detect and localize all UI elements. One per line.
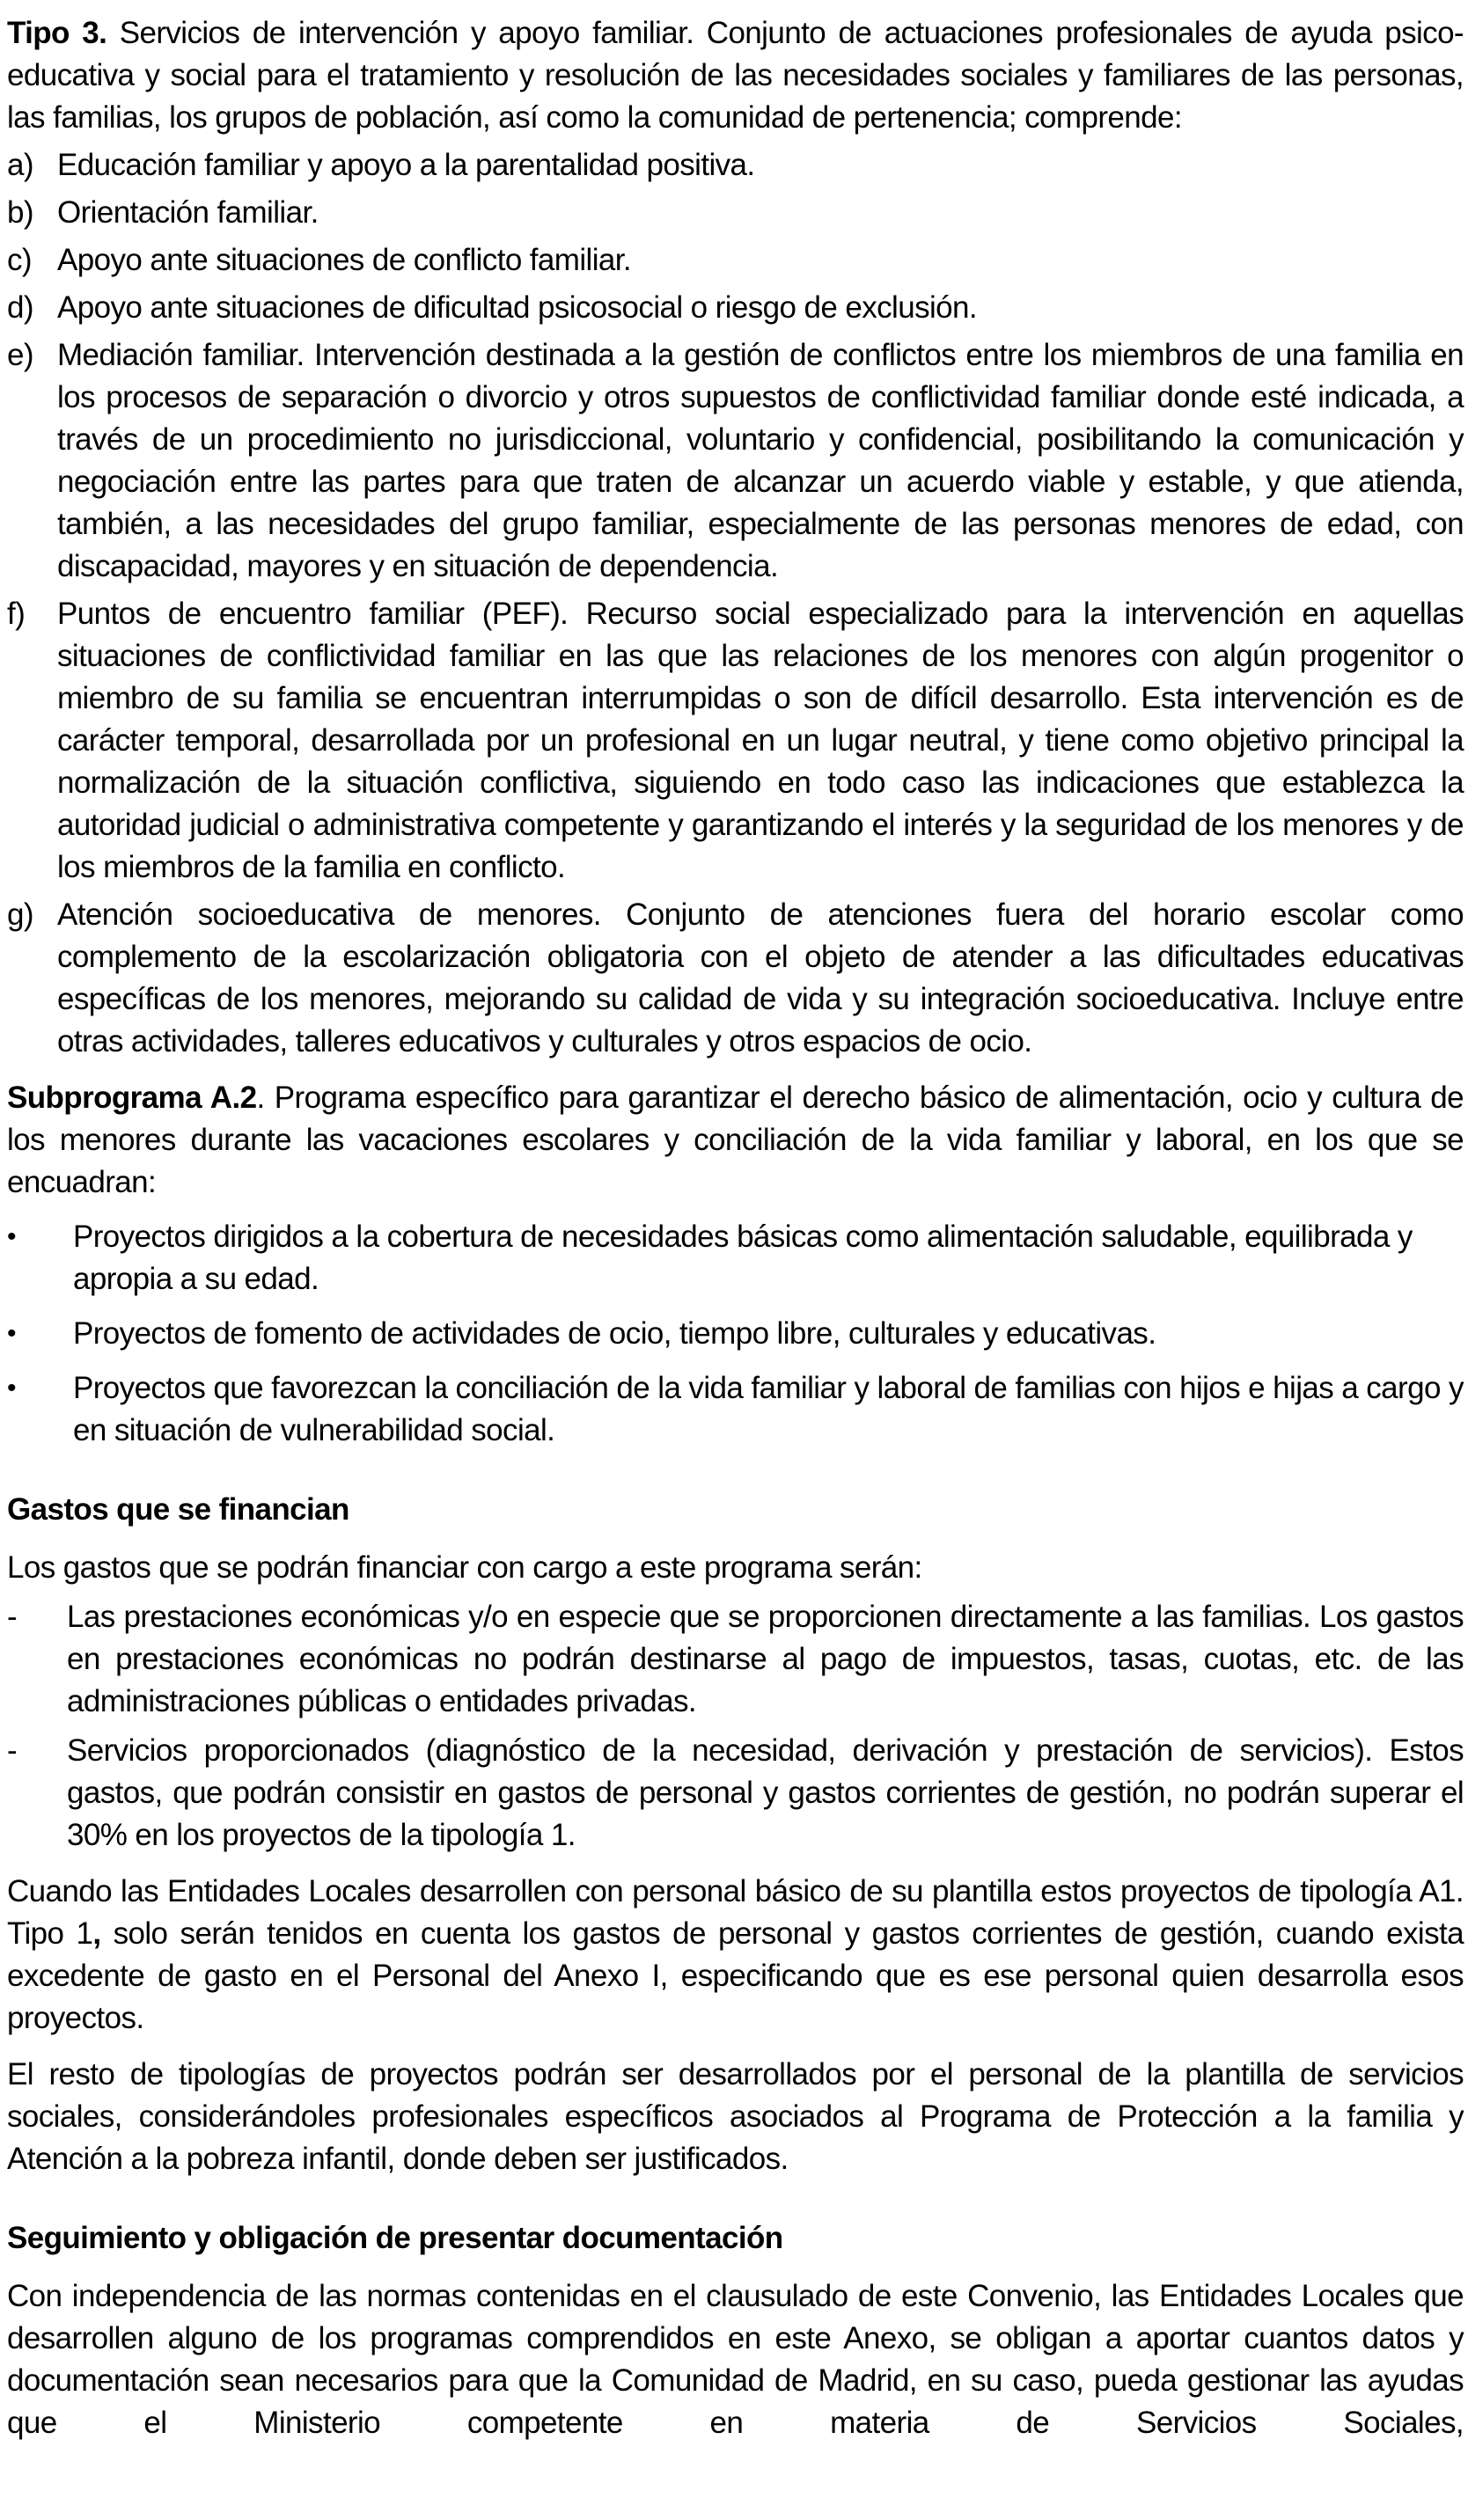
text-run: Servicios proporcionados (diagnóstico de la necesidad, derivación y prestación de servicios). Estos gastos, que podrán consistir en gastos de personal y gastos corrientes de gestión, no podrán superar el 30% en los proyectos de la tipología 1. (67, 1733, 1464, 1852)
list-item-b (7, 192, 1464, 234)
list-marker: • (7, 1374, 16, 1403)
list-marker: b) (7, 195, 33, 230)
list-item-g (7, 894, 1464, 1063)
bullet-item-3 (7, 1367, 1464, 1452)
text-run: Orientación familiar. (57, 195, 319, 230)
paragraph-el-resto (7, 2054, 1464, 2180)
text-run: Educación familiar y apoyo a la parentalidad positiva. (57, 148, 755, 182)
heading-seguimiento (7, 2217, 1464, 2260)
list-marker: e) (7, 338, 33, 372)
bullet-item-2 (7, 1313, 1464, 1355)
list-item-a (7, 144, 1464, 187)
text-run: Proyectos que favorezcan la conciliación de la vida familiar y laboral de familias con hijos e hijas a cargo y en situación de vulnerabilidad social. (73, 1371, 1464, 1447)
text-run: Proyectos de fomento de actividades de ocio, tiempo libre, culturales y educativas. (73, 1316, 1156, 1351)
list-item-f (7, 593, 1464, 889)
list-item-e (7, 334, 1464, 588)
text-run: Cuando las Entidades Locales desarrollen con personal básico de su plantilla estos proyectos de tipología A1. Tipo 1, solo serán tenidos en cuenta los gastos de personal y gastos corrientes de gestión, cuando exista excedente de gasto en el Personal del Anexo I, especificando que es ese personal quien desarrolla esos proyectos. (7, 1874, 1464, 2035)
paragraph-gastos-intro (7, 1547, 1464, 1589)
text-run: Apoyo ante situaciones de dificultad psicosocial o riesgo de exclusión. (57, 290, 977, 325)
list-item-d (7, 287, 1464, 329)
heading-gastos (7, 1489, 1464, 1531)
list-item-c (7, 239, 1464, 282)
list-marker: • (7, 1222, 16, 1251)
list-marker: g) (7, 897, 33, 932)
text-run: Puntos de encuentro familiar (PEF). Recurso social especializado para la intervención en aquellas situaciones de conflictividad familiar en las que las relaciones de los menores con algún progenitor o miembro de su familia se encuentran interrumpidas o son de difícil desarrollo. Esta intervención es de carácter temporal, desarrollada por un profesional en un lugar neutral, y tiene como objetivo principal la normalización de la situación conflictiva, siguiendo en todo caso las indicaciones que establezca la autoridad judicial o administrativa competente y garantizando el interés y la seguridad de los menores y de los miembros de la familia en conflicto. (57, 597, 1464, 884)
paragraph-con-independencia (7, 2275, 1464, 2444)
list-marker: d) (7, 290, 33, 325)
dash-item-2 (7, 1730, 1464, 1857)
list-marker: - (7, 1600, 18, 1634)
list-marker: f) (7, 597, 26, 631)
paragraph-subprograma-a2 (7, 1077, 1464, 1204)
text-run: Tipo 3. Servicios de intervención y apoyo familiar. Conjunto de actuaciones profesionales de ayuda psico-educativa y social para el tratamiento y resolución de las necesidades sociales y familiares de las personas, las familias, los grupos de población, así como la comunidad de pertenencia; comprende: (7, 16, 1464, 135)
text-run: Gastos que se financian (7, 1492, 349, 1527)
text-run: Proyectos dirigidos a la cobertura de necesidades básicas como alimentación saludable, equilibrada y apropia a su edad. (73, 1220, 1413, 1296)
text-run: Con independencia de las normas contenidas en el clausulado de este Convenio, las Entidades Locales que desarrollen alguno de los programas comprendidos en este Anexo, se obligan a aportar cuantos datos y documentación sean necesarios para que la Comunidad de Madrid, en su caso, pueda gestionar las ayudas que el Ministerio competente en materia de Servicios Sociales, (7, 2279, 1464, 2440)
list-marker: - (7, 1733, 18, 1768)
text-run: Las prestaciones económicas y/o en especie que se proporcionen directamente a las familias. Los gastos en prestaciones económicas no podrán destinarse al pago de impuestos, tasas, cuotas, etc. de las administraciones públicas o entidades privadas. (67, 1600, 1464, 1718)
text-run: Atención socioeducativa de menores. Conjunto de atenciones fuera del horario escolar como complemento de la escolarización obligatoria con el objeto de atender a las dificultades educativas específicas de los menores, mejorando su calidad de vida y su integración socioeducativa. Incluye entre otras actividades, talleres educativos y culturales y otros espacios de ocio. (57, 897, 1464, 1059)
text-run: Mediación familiar. Intervención destinada a la gestión de conflictos entre los miembros de una familia en los procesos de separación o divorcio y otros supuestos de conflictividad familiar donde esté indicada, a través de un procedimiento no jurisdiccional, voluntario y confidencial, posibilitando la comunicación y negociación entre las partes para que traten de alcanzar un acuerdo viable y estable, y que atienda, también, a las necesidades del grupo familiar, especialmente de las personas menores de edad, con discapacidad, mayores y en situación de dependencia. (57, 338, 1464, 583)
text-run: El resto de tipologías de proyectos podrán ser desarrollados por el personal de la plantilla de servicios sociales, considerándoles profesionales específicos asociados al Programa de Protección a la familia y Atención a la pobreza infantil, donde deben ser justificados. (7, 2057, 1464, 2176)
text-run: Seguimiento y obligación de presentar documentación (7, 2221, 783, 2255)
dash-item-1 (7, 1596, 1464, 1723)
list-marker: • (7, 1319, 16, 1348)
list-marker: c) (7, 243, 32, 277)
paragraph-tipo-3 (7, 12, 1464, 139)
text-run: Los gastos que se podrán financiar con cargo a este programa serán: (7, 1550, 922, 1585)
text-run: Apoyo ante situaciones de conflicto familiar. (57, 243, 631, 277)
bullet-item-1 (7, 1216, 1464, 1300)
list-marker: a) (7, 148, 33, 182)
paragraph-cuando-entidades (7, 1871, 1464, 2040)
document-page (7, 12, 1464, 2444)
text-run: Subprograma A.2. Programa específico para garantizar el derecho básico de alimentación, ocio y cultura de los menores durante las vacaciones escolares y conciliación de la vida familiar y laboral, en los que se encuadran: (7, 1081, 1464, 1199)
